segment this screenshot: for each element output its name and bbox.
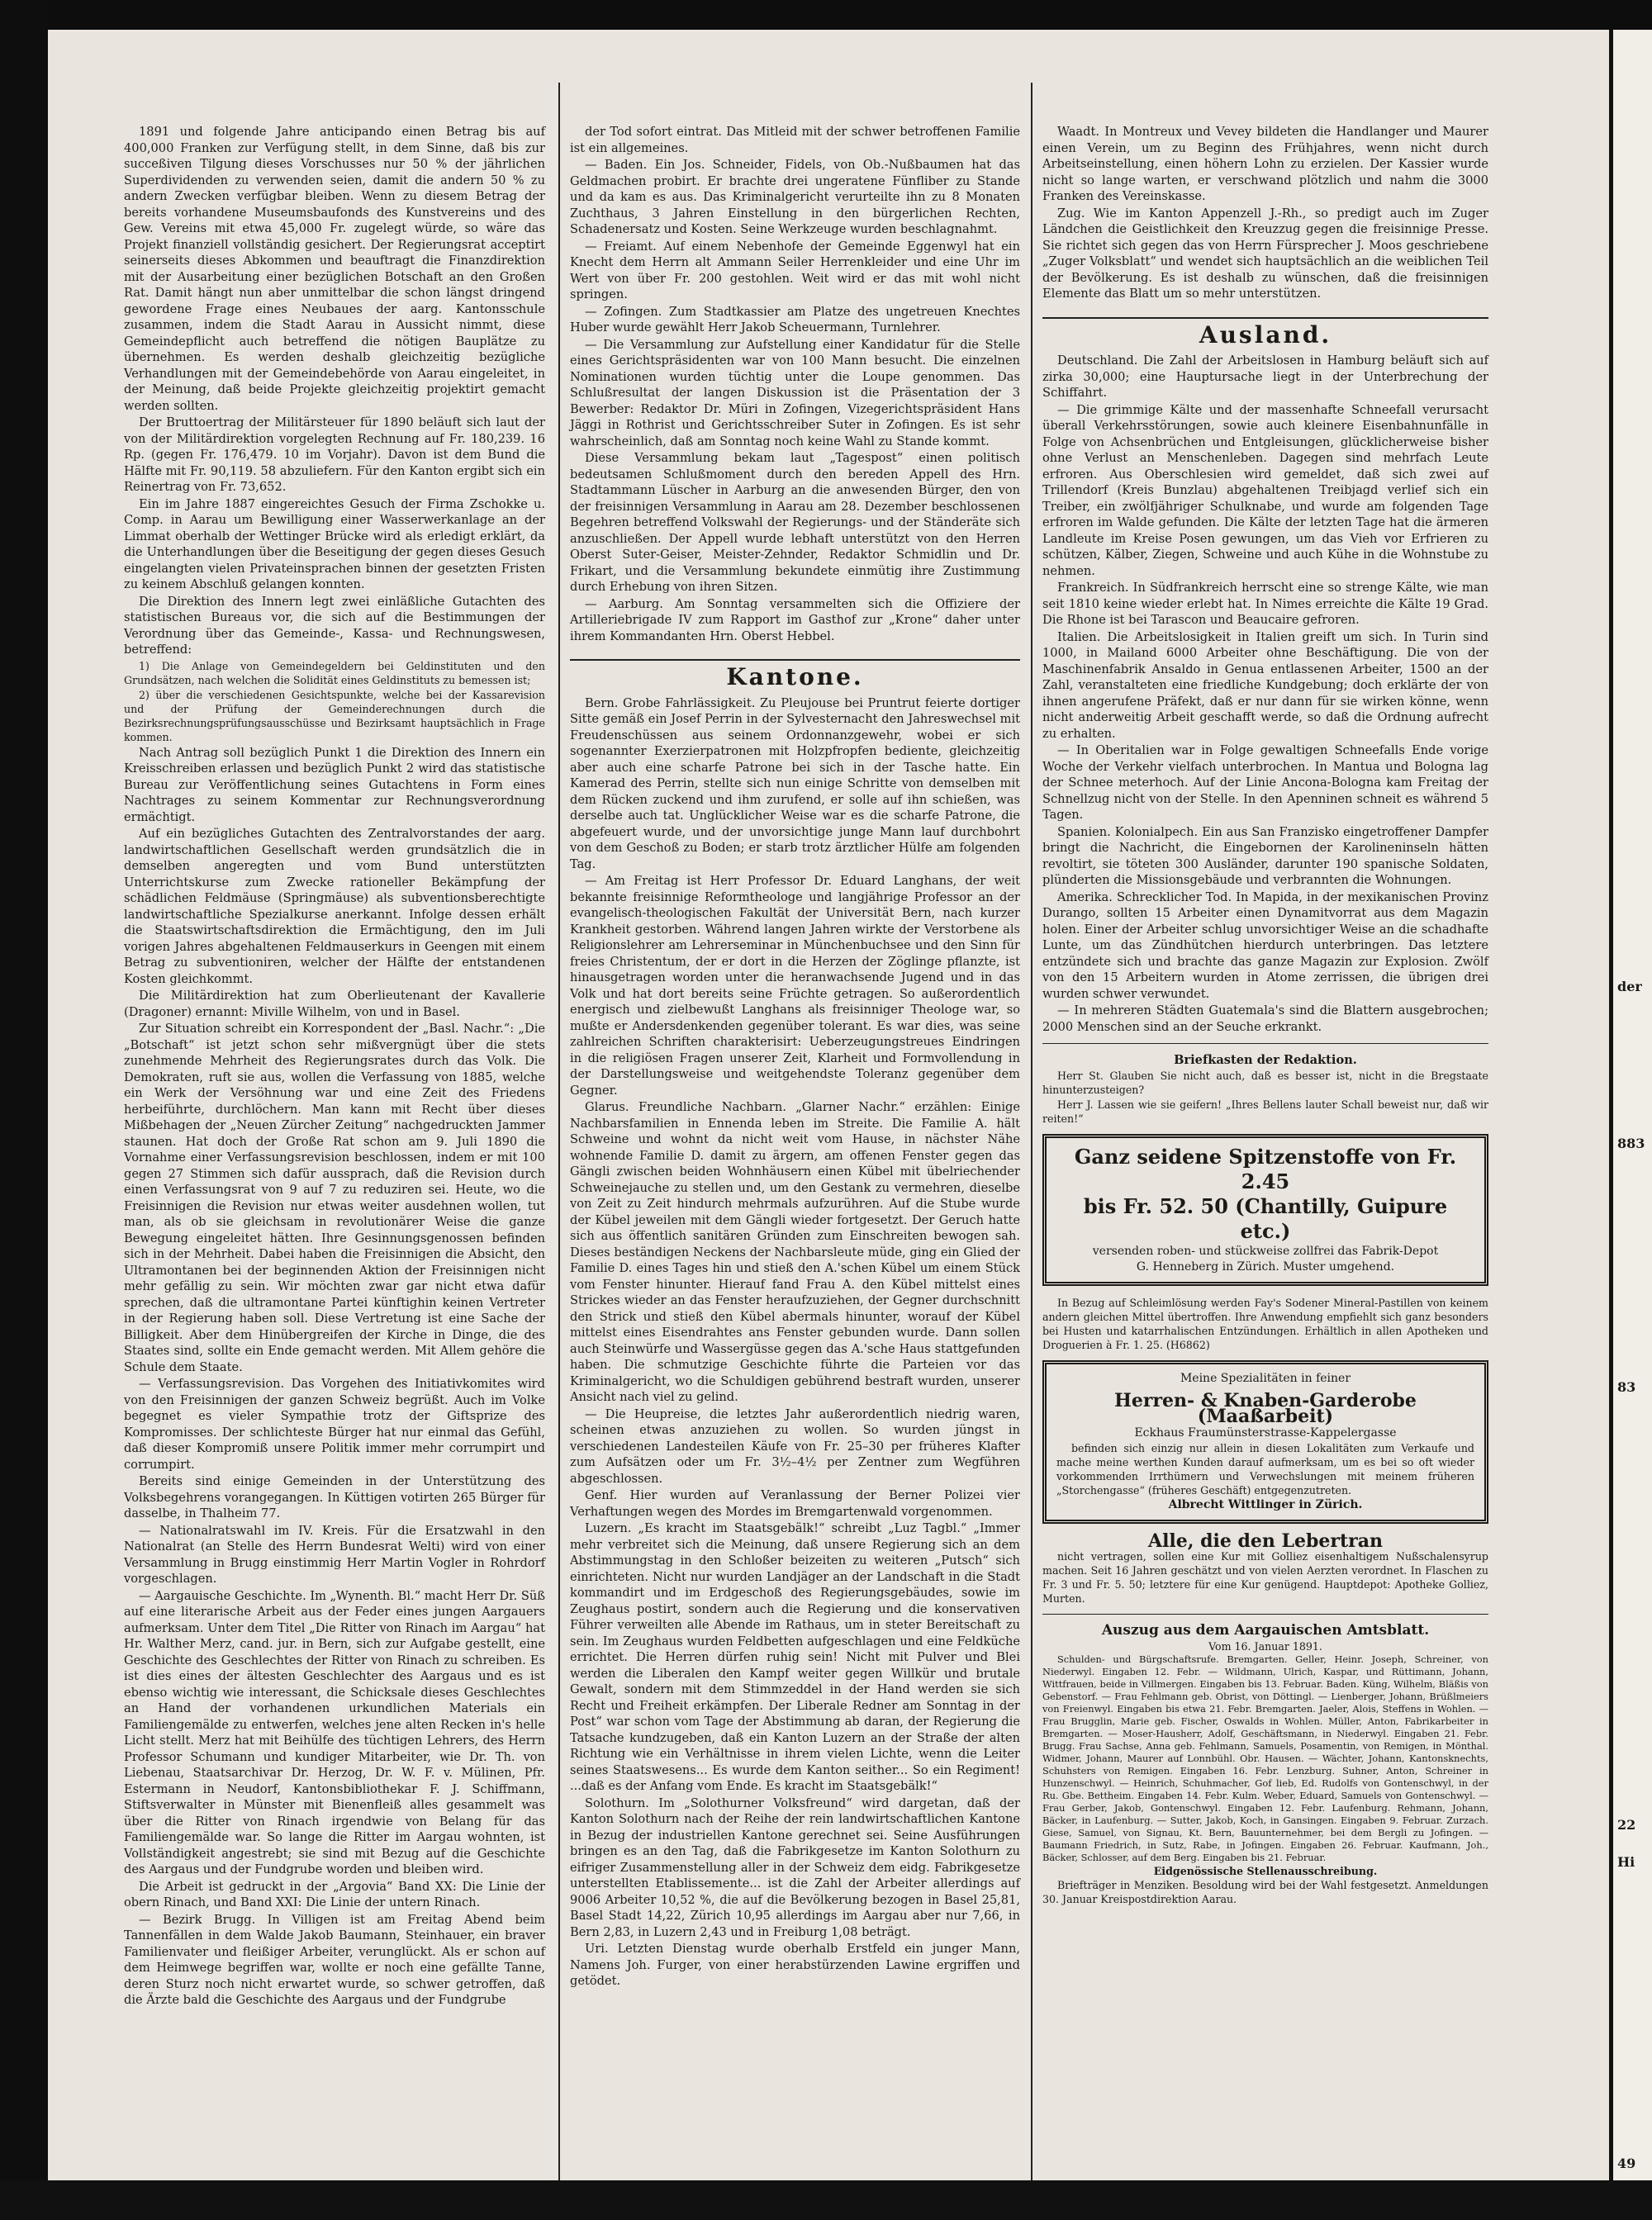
letterbox-entry: Herr J. Lassen wie sie geifern! „Ihres Bellens lauter Schall beweist nur, daß wir reiten!“: [1042, 1098, 1488, 1125]
paragraph: Nach Antrag soll bezüglich Punkt 1 die Direktion des Innern ein Kreisschreiben erlassen und bezüglich Punkt 2 wird das statistische Bureau zur Veröffentlichung seines Gutachtens in Form eines Nachtrages zu seinem Kommentar zur Rechnungsverordnung ermächtigt.: [124, 745, 545, 824]
ad-text: versenden roben- und stückweise zollfrei das Fabrik-Depot: [1092, 1244, 1439, 1258]
paragraph: — Die grimmige Kälte und der massenhafte Schneefall verursacht überall Verkehrsstörungen, sowie auch kleinere Eisenbahnunfälle in Folge von Achsenbrüchen und Entgleisungen, glücklicherweise bisher ohne Verlust an Menschenleben. Dagegen sind mehrfach Leute erfroren. Aus Oberschlesien wird gemeldet, daß sich zwei auf Trillendorf (Kreis Bunzlau) abgehaltenen Treibjagd verlief sich ein Treiber, ein zwölfjähriger Schulknabe, und wurde am folgenden Tage erfroren im Walde gefunden. Die Kälte der letzten Tage hat die ärmeren Landleute im Kreise Posen gewungen, um das Vieh vor Erfrieren zu schützen, Kälber, Ziegen, Schweine und auch Kühe in die Wohnstube zu nehmen.: [1042, 402, 1488, 578]
amtsblatt-heading: Auszug aus dem Aargauischen Amtsblatt.: [1101, 1622, 1430, 1639]
ad-text: G. Henneberg in Zürich. Muster umgehend.: [1136, 1259, 1395, 1274]
column-1: [124, 124, 545, 2009]
ad-text: befinden sich einzig nur allein in diesen Lokalitäten zum Verkaufe und mache meine werthen Kunden darauf aufmerksam, um es bei so oft wieder vorkommenden Irrthümern und Verwechslungen mit meinem früheren „Storchengasse“ (früheres Geschäft) entgegenzutreten.: [1056, 1441, 1474, 1497]
paragraph: Deutschland. Die Zahl der Arbeitslosen in Hamburg beläuft sich auf zirka 30,000; eine Hauptursache liegt in der Unterbrechung der Schiffahrt.: [1042, 353, 1488, 400]
scan-border-top: [0, 0, 1652, 30]
paragraph: — Freiamt. Auf einem Nebenhofe der Gemeinde Eggenwyl hat ein Knecht dem Herrn alt Ammann Seiler Herrenkleider und eine Uhr im Wert von über Fr. 200 gestohlen. Weit wird er das mit wohl nicht springen.: [570, 239, 1020, 301]
paragraph: Bereits sind einige Gemeinden in der Unterstützung des Volksbegehrens vorangegangen. In Küttigen votirten 265 Bürger für dasselbe, in Thalheim 77.: [124, 1474, 545, 1520]
divider: [1042, 1043, 1488, 1044]
paragraph: Waadt. In Montreux und Vevey bildeten die Handlanger und Maurer einen Verein, um zu Beginn des Frühjahres, wenn nicht durch Arbeitseinstellung, einen höhern Lohn zu erzielen. Der Kassier wurde nicht so lange warten, er verschwand plötzlich und nahm die 3000 Franken des Vereinskasse.: [1042, 125, 1488, 203]
paragraph: Frankreich. In Südfrankreich herrscht eine so strenge Kälte, wie man seit 1810 keine wieder erlebt hat. In Nimes erreichte die Kälte 19 Grad. Die Rhone ist bei Tarascon und Beaucaire gefroren.: [1042, 581, 1488, 627]
divider: [1042, 1614, 1488, 1615]
paragraph: — Baden. Ein Jos. Schneider, Fidels, von Ob.-Nußbaumen hat das Geldmachen probirt. Er brachte drei ungeratene Fünfliber zu Stande und da kam es aus. Das Kriminalgericht verurteilte ihn zu 8 Monaten Zuchthaus, 3 Jahren Einstellung in den bürgerlichen Rechten, Schadenersatz und Kosten. Seine Werkzeuge wurden beschlagnahmt.: [570, 158, 1020, 236]
paragraph: — Aarburg. Am Sonntag versammelten sich die Offiziere der Artilleriebrigade IV zum Rapport im Gasthof zur „Krone“ daher unter ihrem Kommandanten Hrn. Oberst Hebbel.: [570, 596, 1020, 643]
paragraph: Diese Versammlung bekam laut „Tagespost“ einen politisch bedeutsamen Schlußmoment durch den bereden Appell des Hrn. Stadtammann Lüscher in Aarburg an die anwesenden Bürger, den von der freisinnigen Versammlung in Aarau am 28. Dezember beschlossenen Begehren betreffend Volkswahl der Regierungs- und der Ständeräte sich anzuschließen. Der Appell wurde lebhaft unterstützt von den Herren Oberst Suter-Geiser, Meister-Zehnder, Redaktor Schmidlin und Dr. Frikart, und die Versammlung bekundete einmütig ihre Zustimmung durch Erhebung von ihren Sitzen.: [570, 451, 1020, 594]
strip-fragment: 883: [1617, 1136, 1645, 1151]
paragraph: Ein im Jahre 1887 eingereichtes Gesuch der Firma Zschokke u. Comp. in Aarau um Bewilligung einer Wasserwerkanlage an der Limmat oberhalb der Wettinger Brücke wird als erledigt erklärt, da die Unterhandlungen über die Beseitigung der gegen dieses Gesuch eingelangten vielen Privateinsprachen binnen der gesetzten Fristen zu keinem Abschluß gelangen konnten.: [124, 496, 545, 591]
scan-border-left: [0, 0, 48, 2220]
advertisement-pastillen: In Bezug auf Schleimlösung werden Fay's Sodener Mineral-Pastillen von keinem andern gleichen Mittel übertroffen. Ihre Anwendung empfiehlt sich ganz besonders bei Husten und katarrhalischen Entzündungen. Erhältlich in allen Apotheken und Droguerien à Fr. 1. 25. (H6862): [1042, 1296, 1488, 1351]
paragraph: Luzern. „Es kracht im Staatsgebälk!“ schreibt „Luz Tagbl.“ „Immer mehr verbreitet sich die Meinung, daß unsere Regierung sich an dem Abstimmungstag in den Schloßer beizeiten zu weiteren „Putsch“ sich einrichteten. Nicht nur wurden Landjäger an der Landschaft in die Stadt kommandirt und im Erdgeschoß des Regierungsgebäudes, sowie im Zeughaus postirt, sondern auch die Regierung und die konservativen Führer verweilten alle Abende im Rathaus, um in steter Bereitschaft zu sein. Im Zeughaus wurden Feldbetten aufgeschlagen und eine Feldküche errichtet. Die Herren dürfen ruhig sein! Nicht mit Pulver und Blei werden die Liberalen den Kampf weiter gegen Willkür und brutale Gewalt, sondern mit dem Stimmzeddel in der Hand werden sie sich Recht und Freiheit erkämpfen. Der Liberale Redner am Sonntag in der Post“ war schon vom Tage der Abstimmung ab daran, der Regierung die Tatsache kundzugeben, daß ein Kanton Luzern an der Straße der alten Richtung wie ein Verhältnisse in ihrem vielen Lichte, wenn die Leiter seines Staatswesens... Es wurde dem Kanton seither... So ein Regiment! ...daß es der Anfang vom Ende. Es kracht im Staatsgebälk!“: [570, 1521, 1020, 1793]
column-rule: [558, 83, 560, 2180]
paragraph: Solothurn. Im „Solothurner Volksfreund“ wird dargetan, daß der Kanton Solothurn nach der Reihe der rein landwirtschaftlichen Kantone in Bezug der industriellen Kantone gerechnet sei. Seine Ausführungen bringen es an den Tag, daß die Fabrikgesetze im Kanton Solothurn zu eifriger Zusammenstellung aller in der Schweiz dem eidg. Fabrikgesetze unterstellten Etablissemente... ist die Zahl der Arbeiter allerdings auf 9006 Arbeiter 10,52 %, die auf die Bevölkerung bezogen in Basel 25,81, Basel Stadt 14,22, Zürich 10,95 allerdings im Aargau aber nur 7,66, in Bern 2,83, in Luzern 2,43 und in Freiburg 1,08 beträgt.: [570, 1795, 1020, 1939]
section-heading: Kantone.: [570, 659, 1020, 685]
letterbox-heading: Briefkasten der Redaktion.: [1174, 1053, 1357, 1067]
strip-fragment: 22: [1617, 1817, 1636, 1833]
amtsblatt-date: Vom 16. Januar 1891.: [1208, 1639, 1322, 1653]
advertisement-garderobe: [1042, 1360, 1488, 1524]
paragraph: Die Direktion des Innern legt zwei einläßliche Gutachten des statistischen Bureaus vor, die sich auf die Bestimmungen der Verordnung über das Gemeinde-, Kassa- und Rechnungswesen, betreffend:: [124, 594, 545, 657]
column-2: [570, 124, 1020, 1990]
ad-text: Eckhaus Fraumünsterstrasse-Kappelergasse: [1134, 1425, 1397, 1440]
advertisement-lebertran: nicht vertragen, sollen eine Kur mit Golliez eisenhaltigem Nußschalensyrup machen. Seit 16 Jahren geschätzt und von vielen Aerzten verordnet. In Flaschen zu Fr. 3 und Fr. 5. 50; letztere für eine Kur genügend. Hauptdepot: Apotheke Golliez, Murten.: [1042, 1550, 1488, 1605]
paragraph: — In mehreren Städten Guatemala's sind die Blattern ausgebrochen; 2000 Menschen sind an der Seuche erkrankt.: [1042, 1003, 1488, 1034]
paragraph: Amerika. Schrecklicher Tod. In Mapida, in der mexikanischen Provinz Durango, sollten 15 Arbeiter einen Dynamitvorrat aus dem Magazin holen. Einer der Arbeiter schlug unvorsichtiger Weise an die schadhafte Lunte, um das Zündhütchen hierdurch unterbringen. Das letztere entzündete sich und brachte das ganze Magazin zur Explosion. Zwölf von den 15 Arbeitern wurden in Atome zerrissen, die übrigen drei wurden schwer verwundet.: [1042, 889, 1488, 1001]
section-heading: Ausland.: [1042, 317, 1488, 344]
paragraph: der Tod sofort eintrat. Das Mitleid mit der schwer betroffenen Familie ist ein allgemeines.: [570, 125, 1020, 155]
paragraph: Zur Situation schreibt ein Korrespondent der „Basl. Nachr.“: „Die „Botschaft“ ist jetzt schon sehr mißvergnügt über die stets zunehmende Mehrheit des Regierungsrates durch das Volk. Die Demokraten, ruft sie aus, wollen die Verfassung von 1885, welche ein Werk der Versöhnung war und eine Zeit des Friedens herbeiführte, durchlöchern. Man kann mit Recht über dieses Mißbehagen der „Neuen Zürcher Zeitung“ nachgedruckten Jammer staunen. Hat doch der Große Rat schon am 9. Juli 1890 die Vornahme einer Verfassungsrevision beschlossen, indem er mit 100 gegen 27 Stimmen sich dafür aussprach, daß die Revision durch einen Verfassungsrat von 9 auf 7 zu reduziren sei. Heute, wo die Freisinnigen die Revision nur etwas weiter ausdehnen wollen, tut man, als ob sie gleichsam in revolutionärer Weise die ganze Bewegung eingeleitet hätten. Ihre Gesinnungsgenossen befinden sich in der Mehrheit. Dabei haben die Freisinnigen die Absicht, den Ultramontanen bei der beginnenden Aktion der Freisinnigen nicht mehr gefällig zu sein. Wir möchten zwar gar nicht etwa dafür sprechen, daß die ultramontane Partei künftighin keinen Vertreter in der Regierung haben soll. Diese Vertretung ist eine Sache der Billigkeit. Aber dem Hinübergreifen der Kirche in Dinge, die des Staates sind, sollte ein Ende gemacht werden. Mit Allem gehöre die Schule dem Staate.: [124, 1022, 545, 1374]
ad-signature: Albrecht Wittlinger in Zürich.: [1168, 1497, 1363, 1511]
paragraph: 1891 und folgende Jahre anticipando einen Betrag bis auf 400,000 Franken zur Verfügung stellt, in dem Sinne, daß bis zur succeßiven Tilgung dieses Vorschusses nur 50 % der jährlichen Superdividenden zu verwenden seien, damit die andern 50 % zu andern Zwecken verfügbar bleiben. Wenn zu diesem Betrag der bereits vorhandene Museumsbaufonds des Kunstvereins und des Gew. Vereins mit etwa 45,000 Fr. zugelegt würde, so wäre das Projekt finanziell vollständig gesichert. Der Regierungsrat acceptirt seinerseits dieses Abkommen und beauftragt die Finanzdirektion mit der Ausarbeitung einer bezüglichen Botschaft an den Großen Rat. Damit hängt nun aber unmittelbar die schon längst dringend gewordene Frage eines Neubaues der aarg. Kantonsschule zusammen, indem die Stadt Aarau in Aussicht nimmt, diese Gemeindepflicht auch betreffend die nötigen Bauplätze zu übernehmen. Es werden deshalb gleichzeitig bezügliche Verhandlungen mit der Gemeindebehörde von Aarau eingeleitet, in der Meinung, daß beide Projekte gleichzeitig projektirt gemacht werden sollten.: [124, 125, 545, 413]
paragraph: — Aargauische Geschichte. Im „Wynenth. Bl.“ macht Herr Dr. Süß auf eine literarische Arbeit aus der Feder eines jungen Aargauers aufmerksam. Unter dem Titel „Die Ritter von Rinach im Aargau“ hat Hr. Walther Merz, cand. jur. in Bern, sich zur Aufgabe gestellt, eine Geschichte des Geschlechtes der Ritter von Rinach zu schreiben. Es ist dies eines der ältesten Geschlechter des Aargaus und es ist ebenso wichtig wie interessant, die Schicksale dieses Geschlechtes an Hand der vorhandenen urkundlichen Materials ein Familiengemälde zu entwerfen, welches jene alten Recken in's helle Licht stellt. Merz hat mit Beihülfe des tüchtigen Lehrers, des Herrn Professor Schumann und kundiger Mitarbeiter, wie Dr. Th. von Liebenau, Staatsarchivar Dr. Herzog, Dr. W. F. v. Mülinen, Pfr. Estermann in Neudorf, Kantonsbibliothekar F. J. Schiffmann, Stiftsverwalter in Münster mit Bienenfleiß alles gesammelt was über die Ritter von Rinach irgendwie von Belang für das Familiengemälde war. So lange die Ritter im Aargau wohnten, ist Vollständigkeit angestrebt; sie sind mit Bezug auf die Geschichte des Aargaus und der Fundgrube worden und bleiben wird.: [124, 1588, 545, 1876]
paragraph: — Zofingen. Zum Stadtkassier am Platze des ungetreuen Knechtes Huber wurde gewählt Herr Jakob Scheuermann, Turnlehrer.: [570, 304, 1020, 334]
ad-headline: bis Fr. 52. 50 (Chantilly, Guipure etc.): [1083, 1193, 1448, 1243]
amtsblatt-body: Schulden- und Bürgschaftsrufe. Bremgarten. Geller, Heinr. Joseph, Schreiner, von Niederwyl. Eingaben 12. Febr. — Wildmann, Ulrich, Kaspar, und Rüttimann, Johann, Wittfrauen, beide in Villmergen. Eingaben bis 13. Februar. Baden. Küng, Wilhelm, Bläßis von Gebenstorf. — Frau Fehlmann geb. Obrist, von Döttingl. — Lienberger, Johann, Brüßlmeiers von Freienwyl. Eingaben bis etwa 21. Febr. Bremgarten. Jaeler, Alois, Steffens in Wohlen. — Frau Brugglin, Marie geb. Fischer, Oswalds in Wohlen. Müller, Anton, Fabrikarbeiter in Bremgarten. — Moser-Hausherr, Adolf, Geschäftsmann, in Niederwyl. Eingaben 21. Febr. Brugg. Frau Sachse, Anna geb. Fehlmann, Samuels, Posamentin, von Remigen, in Mönthal. Widmer, Johann, Maurer auf Lonnbühl. Obr. Hausen. — Wächter, Johann, Kantonsknechts, Schuhsters von Remigen. Eingaben 16. Febr. Lenzburg. Suhner, Anton, Schreiner in Hunzenschwyl. — Heinrich, Schuhmacher, Gof lieb, Ed. Rudolfs von Gontenschwyl, in der Ru. Gbe. Bettheim. Eingaben 14. Febr. Kulm. Weber, Eduard, Samuels von Gontenschwyl. — Frau Gerber, Jakob, Gontenschwyl. Eingaben 12. Febr. Laufenburg. Rehmann, Johann, Bäcker, in Laufenburg. — Sutter, Jakob, Koch, in Gansingen. Eingaben 9. Februar. Zurzach. Giese, Samuel, von Signau, Kt. Bern, Bauunternehmer, bei dem Bergli zu Jofingen. — Baumann Friedrich, in Sutz, Rabe, in Jofingen. Eingaben 26. Februar. Kaufmann, Joh., Bäcker, Schlosser, auf dem Berg. Eingaben bis 21. Februar.: [1042, 1653, 1488, 1863]
advertisement-lebertran-heading: Alle, die den Lebertran: [1148, 1530, 1383, 1552]
paragraph: — In Oberitalien war in Folge gewaltigen Schneefalls Ende vorige Woche der Verkehr vielfach unterbrochen. In Mantua und Bologna lag der Schnee meterhoch. Auf der Linie Ancona-Bologna kam Freitag der Schnellzug nicht von der Stelle. In den Apenninen schneit es während 5 Tagen.: [1042, 743, 1488, 822]
ad-headline: Ganz seidene Spitzenstoffe von Fr. 2.45: [1074, 1144, 1457, 1193]
strip-fragment: 83: [1617, 1379, 1636, 1395]
stellen-body: Briefträger in Menziken. Besoldung wird bei der Wahl festgesetzt. Anmeldungen 30. Januar Kreispostdirektion Aarau.: [1042, 1878, 1488, 1905]
paragraph: Zug. Wie im Kanton Appenzell J.-Rh., so predigt auch im Zuger Ländchen die Geistlichkeit den Kreuzzug gegen die freisinnige Presse. Sie richtet sich gegen das von Herrn Fürsprecher J. Moos geschriebene „Zuger Volksblatt“ und wendet sich hauptsächlich an die weiblichen Teil der Bevölkerung. Es ist deshalb zu wünschen, daß die freisinnigen Elemente das Blatt um so mehr unterstützen.: [1042, 206, 1488, 301]
paragraph: Italien. Die Arbeitslosigkeit in Italien greift um sich. In Turin sind 1000, in Mailand 6000 Arbeiter ohne Beschäftigung. Die von der Maschinenfabrik Ansaldo in Genua entlassenen Arbeiter, 1500 an der Zahl, veranstalteten eine friedliche Kundgebung; doch erklärte der von ihnen angerufene Präfekt, daß er nur dann für sie wirken könne, wenn nicht anderweitig Arbeit geschafft werde, so daß die Ordnung aufrecht zu erhalten.: [1042, 629, 1488, 741]
paragraph: Bern. Grobe Fahrlässigkeit. Zu Pleujouse bei Pruntrut feierte dortiger Sitte gemäß ein Josef Perrin in der Sylvesternacht den Jahreswechsel mit Freudenschüssen aus seinem Ordonnanzgewehr, wobei er sich sogenannter Exerzierpatronen mit Holzpfropfen bediente, gleichzeitig aber auch eine scharfe Patrone bei sich in der Tasche hatte. Ein Kamerad des Perrin, stellte sich nun einige Schritte von demselben mit dem Rücken zuckend und ihm zurufend, er solle auf ihn schießen, was derselbe auch tat. Unglücklicher Weise war es die scharfe Patrone, die abgefeuert wurde, und der unvorsichtige junge Mann lauf durchbohrt von dem Geschoß zu Boden; er starb trotz ärztlicher Hülfe am folgenden Tag.: [570, 695, 1020, 871]
paragraph: — Nationalratswahl im IV. Kreis. Für die Ersatzwahl in den Nationalrat (an Stelle des Herrn Bundesrat Welti) wird von einer Versammlung in Brugg einstimmig Herr Martin Vogler in Rohrdorf vorgeschlagen.: [124, 1523, 545, 1586]
paragraph: Uri. Letzten Dienstag wurde oberhalb Erstfeld ein junger Mann, Namens Joh. Furger, von einer herabstürzenden Lawine ergriffen und getödet.: [570, 1942, 1020, 1988]
paragraph: — Verfassungsrevision. Das Vorgehen des Initiativkomites wird von den Freisinnigen der ganzen Schweiz begrüßt. Auch im Volke begegnet es vieler Sympathie trotz der Giftsprize des Kompromisses. Der schlichteste Bürger hat nur einmal das Gefühl, daß dieser Kompromiß unsere Politik immer mehr corrumpirt und corrumpirt.: [124, 1377, 545, 1472]
scan-border-bottom: [0, 2180, 1652, 2220]
ad-text: Meine Spezialitäten in feiner: [1180, 1371, 1351, 1385]
paragraph: Glarus. Freundliche Nachbarn. „Glarner Nachr.“ erzählen: Einige Nachbarsfamilien in Ennenda leben im Streite. Die Familie A. hält Schweine und wohnt da nicht weit vom Hause, in nächster Nähe wohnende Familie D. damit zu ärgern, am offenen Fenster gegen das Gängli zwischen beiden Wohnhäusern einen Kübel mit übelriechender Schweinejauche zu stellen und, um den Gestank zu vermehren, dieselbe von Zeit zu Zeit hindurch mehrmals aufzurühren. Auf die Stube wurde der Kübel jeweilen mit dem Gängli wieder fortgesetzt. Der Geruch hatte sich aus öffentlich sanitären Gründen zum Einschreiten bewogen sah. Dieses beständigen Neckens der Nachbarsleute müde, ging ein Glied der Familie D. eines Tages hin und stieß den A.'schen Kübel um einem Stück vom Fenster hinunter. Hierauf fand Frau A. den Kübel mittelst eines Strickes wieder an das Fenster heraufzuziehen, der Gegner durchschnitt den Strick und stieß den Kübel abermals hinunter, worauf der Kübel mittelst eines Eisendrahtes ans Fenster gebunden wurde. Dann sollen auch Steinwürfe und Wassergüsse gegen das A.'sche Haus stattgefunden haben. Die schmutzige Geschichte führte die Parteien vor das Kriminalgericht, wo die Schuldigen gebührend bestraft wurden, unserer Ansicht nach viel zu gelind.: [570, 1100, 1020, 1404]
list-item: 1) Die Anlage von Gemeindegeldern bei Geldinstituten und den Grundsätzen, nach welchen die Solidität eines Geldinstituts zu bemessen ist;: [124, 659, 545, 686]
list-item: 2) über die verschiedenen Gesichtspunkte, welche bei der Kassarevision und der Prüfung der Gemeinderechnungen durch die Bezirksrechnungsprüfungsausschüsse und Bezirksamt hauptsächlich in Frage kommen.: [124, 688, 545, 743]
strip-fragment: der: [1617, 979, 1642, 994]
paragraph: — Bezirk Brugg. In Villigen ist am Freitag Abend beim Tannenfällen in dem Walde Jakob Baumann, Steinhauer, ein braver Familienvater und fleißiger Arbeiter, verunglückt. Als er schon auf dem Heimwege begriffen war, wollte er noch eine gefällte Tanne, deren Sturz noch nicht erwartet wurde, so schwer getroffen, daß die Ärzte bald die Geschichte des Aargaus und der Fundgrube: [124, 1912, 545, 2007]
column-3: [1042, 124, 1488, 1906]
paragraph: Auf ein bezügliches Gutachten des Zentralvorstandes der aarg. landwirtschaftlichen Gesellschaft werden grundsätzlich die in demselben angeregten und vom Bund unterstützten Unterrichtskurse zum Zwecke rationeller Bekämpfung der schädlichen Feldmäuse (Springmäuse) als subventionsberechtigte landwirtschaftliche Spezialkurse anerkannt. Infolge dessen erhält die Staatswirtschaftsdirektion die Ermächtigung, den im Juli vorigen Jahres abgehaltenen Feldmauserkurs in Geengen mit einem Betrag zu subventioniren, welcher der Hälfte der entstandenen Kosten gleichkommt.: [124, 827, 545, 986]
paragraph: — Am Freitag ist Herr Professor Dr. Eduard Langhans, der weit bekannte freisinnige Reformtheologe und langjährige Professor an der evangelisch-theologischen Fakultät der Universität Bern, nach kurzer Krankheit gestorben. Während langen Jahren wirkte der Verstorbene als Religionslehrer am Lehrerseminar in Münchenbuchsee und den Sinn für freies Christentum, der er dort in die Herzen der Zöglinge pflanzte, ist hinausgetragen worden unter die heranwachsende Jugend und in das Volk und hat dort bereits seine Früchte getragen. So außerordentlich energisch und zielbewußt Langhans als freisinniger Theologe war, so mußte er Andersdenkenden gegenüber tolerant. Es war dies, was seine zahlreichen Schriften charakterisirt: Ueberzeugungstreues Eindringen in die religiösen Fragen unserer Zeit, Klarheit und Formvollendung in der Darstellungsweise und weitgehendste Toleranz gegenüber dem Gegner.: [570, 874, 1020, 1098]
paragraph: Der Bruttoertrag der Militärsteuer für 1890 beläuft sich laut der von der Militärdirektion vorgelegten Rechnung auf Fr. 180,239. 16 Rp. (gegen Fr. 176,479. 10 im Vorjahr). Davon ist dem Bund die Hälfte mit Fr. 90,119. 58 abzuliefern. Für den Kanton ergibt sich ein Reinertrag von Fr. 73,652.: [124, 415, 545, 494]
paragraph: Die Arbeit ist gedruckt in der „Argovia“ Band XX: Die Linie der obern Rinach, und Band XXI: Die Linie der untern Rinach.: [124, 1879, 545, 1909]
paragraph: Die Militärdirektion hat zum Oberlieutenant der Kavallerie (Dragoner) ernannt: Miville Wilhelm, von und in Basel.: [124, 989, 545, 1019]
paragraph: — Die Versammlung zur Aufstellung einer Kandidatur für die Stelle eines Gerichtspräsidenten war von 100 Mann besucht. Die einzelnen Nominationen wurden tüchtig unter die Loupe genommen. Das Schlußresultat der langen Diskussion ist die Präsentation der 3 Bewerber: Redaktor Dr. Müri in Zofingen, Vizegerichtspräsident Hans Jäggi in Rothrist und Gerichtsschreiber Suter in Zofingen. Es ist sehr wahrscheinlich, daß am Sonntag noch keine Wahl zu Stande kommt.: [570, 337, 1020, 448]
ad-headline: Herren- & Knaben-Garderobe (Maaßarbeit): [1114, 1389, 1417, 1427]
letterbox-entry: Herr St. Glauben Sie nicht auch, daß es besser ist, nicht in die Bregstaate hinunterzusteigen?: [1042, 1069, 1488, 1096]
column-rule: [1031, 83, 1032, 2180]
strip-fragment: Hi: [1617, 1854, 1635, 1870]
strip-fragment: 49: [1617, 2156, 1636, 2171]
paragraph: — Die Heupreise, die letztes Jahr außerordentlich niedrig waren, scheinen etwas anzuziehen zu wollen. So wurden jüngst in verschiedenen Landesteilen Käufe von Fr. 25–30 per früheres Klafter zum Aufsätzen oder um Fr. 3½–4½ per Zentner zum Wegführen abgeschlossen.: [570, 1406, 1020, 1486]
advertisement-silk: [1042, 1134, 1488, 1286]
paragraph: Genf. Hier wurden auf Veranlassung der Berner Polizei vier Verhaftungen wegen des Mordes im Bremgartenwald vorgenommen.: [570, 1488, 1020, 1519]
stellen-heading: Eidgenössische Stellenausschreibung.: [1153, 1864, 1378, 1877]
paragraph: Spanien. Kolonialpech. Ein aus San Franzisko eingetroffener Dampfer bringt die Nachricht, die Eingebornen der Karolineninseln hätten revoltirt, sie töteten 300 Ausländer, darunter 190 spanische Soldaten, plünderten die Missionsgebäude und verbrannten die Wohnungen.: [1042, 824, 1488, 887]
